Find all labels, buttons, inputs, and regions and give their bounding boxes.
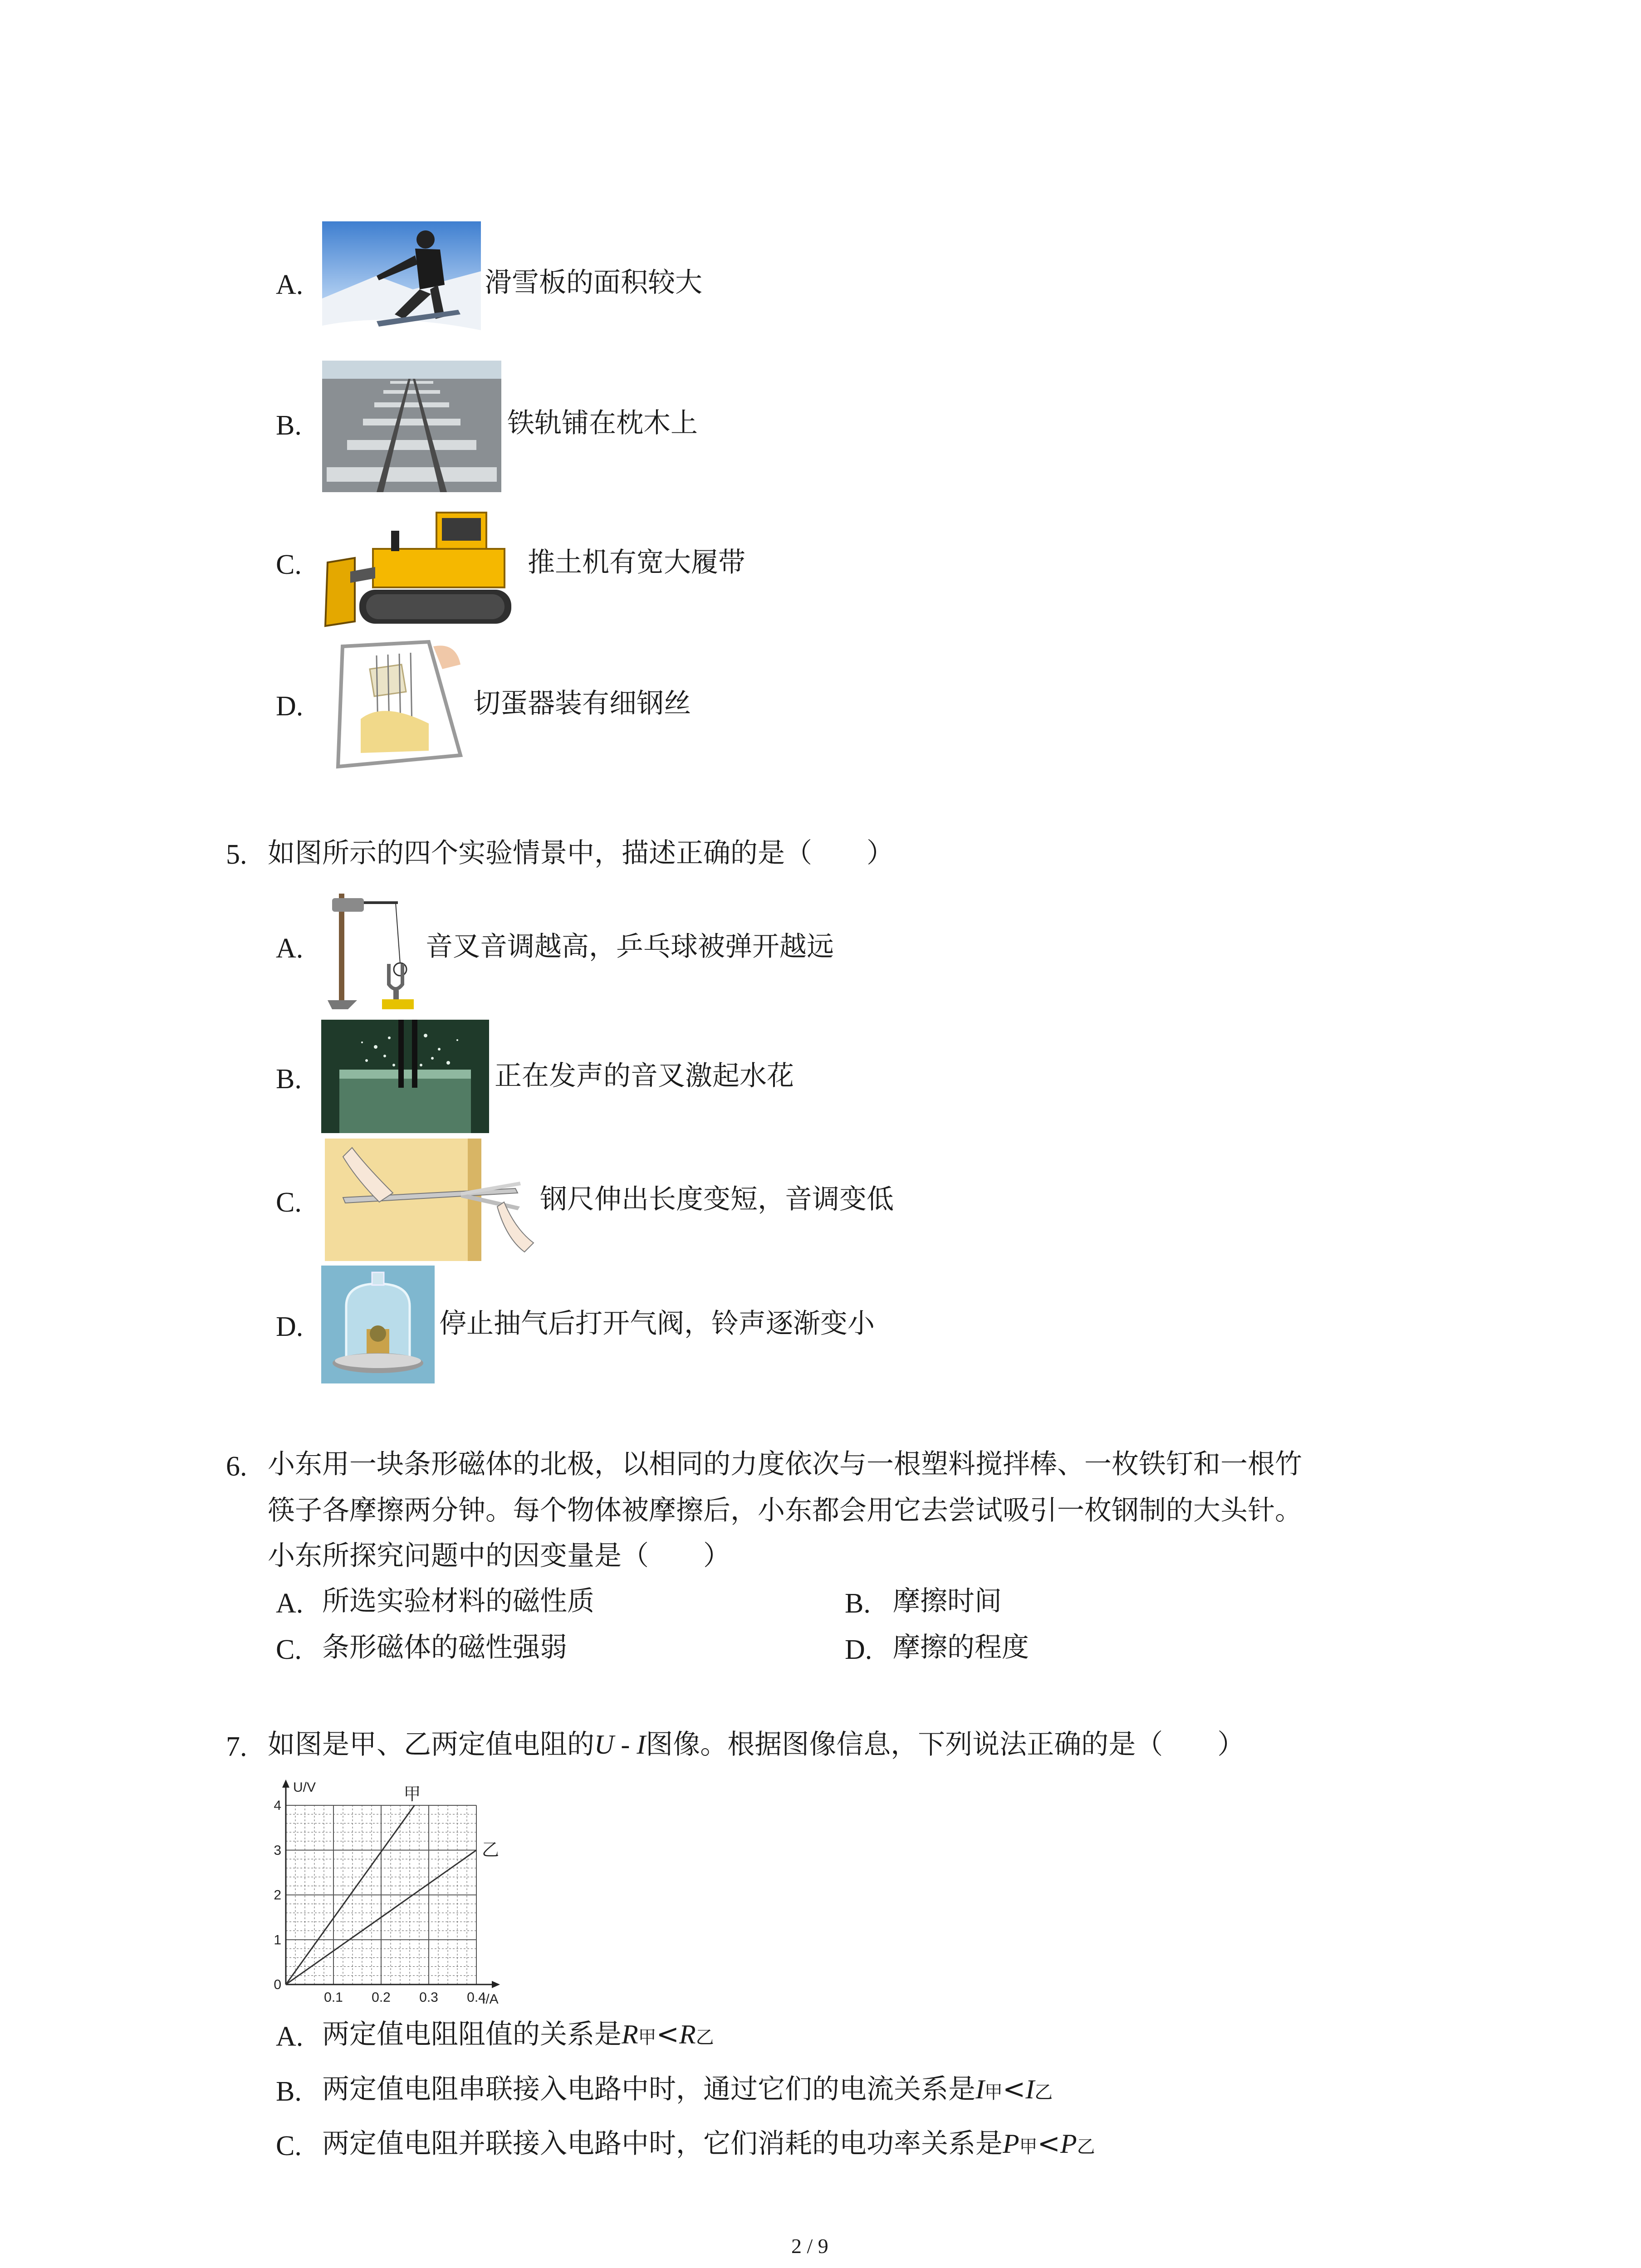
q7-option-c-var1: P bbox=[1003, 2129, 1019, 2159]
q6-option-c-letter: C. bbox=[276, 1634, 302, 1665]
steel-ruler-image bbox=[325, 1139, 538, 1261]
q5-option-d-letter: D. bbox=[276, 1311, 304, 1342]
q7-option-b-rel: < bbox=[1002, 2073, 1026, 2105]
q6-option-a-letter: A. bbox=[276, 1588, 304, 1619]
q7-option-c-sub2: 乙 bbox=[1077, 2136, 1095, 2157]
page-number: 2 / 9 bbox=[791, 2234, 828, 2258]
y-axis-label: U/V bbox=[293, 1780, 316, 1795]
q7-option-a-var2: R bbox=[679, 2019, 696, 2049]
y-tick-label: 3 bbox=[274, 1843, 281, 1858]
q5-option-c-text: 钢尺伸出长度变短，音调变低 bbox=[540, 1183, 894, 1215]
snowboarder-image bbox=[322, 221, 481, 353]
x-tick-label: 0.4 bbox=[467, 1990, 486, 2005]
q7-option-b-sub2: 乙 bbox=[1034, 2082, 1053, 2103]
tuning-fork-water-image bbox=[321, 1020, 489, 1133]
q7-option-a bbox=[322, 2021, 714, 2048]
y-tick-label: 1 bbox=[274, 1932, 281, 1948]
q4-option-a-letter: A. bbox=[276, 269, 304, 300]
q7-option-a-sub2: 乙 bbox=[696, 2027, 714, 2048]
q4-option-b-text: 铁轨铺在枕木上 bbox=[507, 407, 698, 439]
q7-option-c-rel: < bbox=[1037, 2128, 1060, 2160]
q7-option-b-sub1: 甲 bbox=[984, 2082, 1003, 2103]
q7-option-a-letter: A. bbox=[276, 2021, 304, 2052]
q7-option-a-text: 两定值电阻阻值的关系是 bbox=[322, 2019, 622, 2050]
tuning-fork-pingpong-image bbox=[323, 887, 418, 1014]
q5-option-c-letter: C. bbox=[276, 1187, 302, 1218]
series-label-2: 乙 bbox=[482, 1840, 500, 1860]
q7-option-b-text: 两定值电阻串联接入电路中时，通过它们的电流关系是 bbox=[322, 2073, 975, 2105]
q7-number: 7. bbox=[226, 1731, 247, 1762]
q7-option-a-rel: < bbox=[656, 2019, 679, 2050]
q7-option-c bbox=[322, 2128, 1095, 2160]
q4-option-c-letter: C. bbox=[276, 549, 302, 580]
q7-stem-math: U - I bbox=[594, 1730, 646, 1760]
q6-line-3: 小东所探究问题中的因变量是（ ） bbox=[268, 1540, 730, 1572]
series-label-1: 甲 bbox=[403, 1785, 421, 1804]
q5-option-d-text: 停止抽气后打开气阀，铃声逐渐变小 bbox=[439, 1308, 875, 1339]
x-axis-arrow bbox=[492, 1981, 500, 1988]
y-axis-arrow bbox=[282, 1779, 289, 1788]
q7-option-a-sub1: 甲 bbox=[638, 2027, 656, 2048]
q5-option-a-letter: A. bbox=[276, 933, 304, 964]
q7-option-c-text: 两定值电阻并联接入电路中时，它们消耗的电功率关系是 bbox=[322, 2128, 1003, 2160]
q6-line-2: 筷子各摩擦两分钟。每个物体被摩擦后，小东都会用它去尝试吸引一枚钢制的大头针。 bbox=[268, 1495, 1302, 1526]
q7-stem bbox=[268, 1731, 1244, 1758]
bell-jar-image bbox=[321, 1266, 435, 1383]
chart-grid bbox=[286, 1805, 476, 1984]
q4-option-b-letter: B. bbox=[276, 410, 302, 441]
q6-option-c-text: 条形磁体的磁性强弱 bbox=[322, 1632, 567, 1663]
y-tick-label: 0 bbox=[274, 1977, 281, 1992]
q6-option-d-letter: D. bbox=[845, 1634, 872, 1665]
x-axis-label: I/A bbox=[482, 1992, 499, 2007]
x-tick-label: 0.2 bbox=[372, 1990, 391, 2005]
u-i-chart bbox=[268, 1771, 522, 2012]
x-tick-label: 0.1 bbox=[324, 1990, 343, 2005]
q6-option-a-text: 所选实验材料的磁性质 bbox=[322, 1585, 594, 1617]
q7-option-b bbox=[322, 2073, 1053, 2105]
q6-number: 6. bbox=[226, 1451, 247, 1482]
q7-option-c-sub1: 甲 bbox=[1019, 2136, 1038, 2157]
q5-number: 5. bbox=[226, 839, 247, 870]
egg-slicer-image bbox=[324, 637, 470, 773]
q5-option-b-text: 正在发声的音叉激起水花 bbox=[495, 1060, 794, 1092]
q7-option-b-var1: I bbox=[975, 2074, 985, 2104]
q7-option-a-var1: R bbox=[622, 2019, 638, 2049]
q4-option-a-text: 滑雪板的面积较大 bbox=[485, 267, 702, 298]
q4-option-c-text: 推土机有宽大履带 bbox=[528, 547, 745, 578]
railway-tracks-image bbox=[322, 361, 501, 492]
q6-option-d-text: 摩擦的程度 bbox=[893, 1632, 1029, 1663]
q7-option-c-letter: C. bbox=[276, 2131, 302, 2161]
q5-option-b-letter: B. bbox=[276, 1064, 302, 1095]
q7-stem-after: 图像。根据图像信息，下列说法正确的是（ ） bbox=[646, 1729, 1245, 1760]
q7-stem-before: 如图是甲、乙两定值电阻的 bbox=[268, 1729, 594, 1760]
x-tick-label: 0.3 bbox=[419, 1990, 438, 2005]
q6-option-b-letter: B. bbox=[845, 1588, 871, 1619]
bulldozer-image bbox=[323, 503, 520, 635]
q6-option-b-text: 摩擦时间 bbox=[893, 1585, 1002, 1617]
q7-option-b-letter: B. bbox=[276, 2076, 302, 2107]
q4-option-d-text: 切蛋器装有细钢丝 bbox=[473, 688, 691, 719]
y-tick-label: 4 bbox=[274, 1798, 281, 1813]
q5-option-a-text: 音叉音调越高，乒乓球被弹开越远 bbox=[426, 931, 834, 963]
q7-option-b-var2: I bbox=[1025, 2074, 1035, 2104]
q7-option-c-var2: P bbox=[1060, 2129, 1077, 2159]
q5-stem: 如图所示的四个实验情景中，描述正确的是（ ） bbox=[268, 837, 894, 869]
q4-option-d-letter: D. bbox=[276, 691, 304, 722]
q6-line-1: 小东用一块条形磁体的北极，以相同的力度依次与一根塑料搅拌棒、一枚铁钉和一根竹 bbox=[268, 1448, 1302, 1480]
u-i-chart-svg bbox=[268, 1771, 522, 2012]
y-tick-label: 2 bbox=[274, 1887, 281, 1903]
